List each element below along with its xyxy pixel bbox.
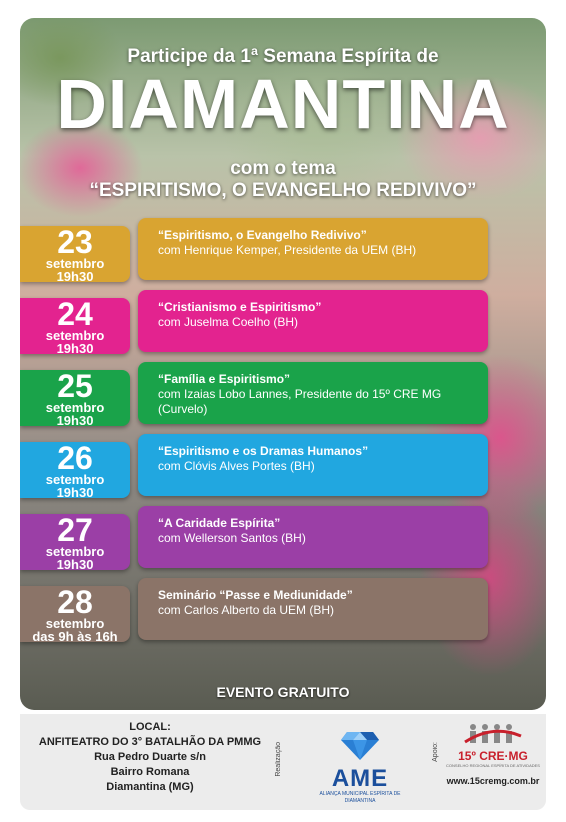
talk-box bbox=[138, 218, 488, 280]
date-day: 25 bbox=[57, 368, 93, 404]
talk-title: “Espiritismo, o Evangelho Redivivo” bbox=[158, 228, 367, 242]
cre-website-link[interactable]: www.15cremg.com.br bbox=[446, 776, 540, 786]
realizacao-label: Realização bbox=[275, 742, 282, 777]
venue-info bbox=[30, 720, 270, 795]
date-time: 19h30 bbox=[56, 413, 94, 428]
venue-street: Rua Pedro Duarte s/n bbox=[94, 751, 206, 763]
schedule-item bbox=[20, 290, 546, 354]
date-box bbox=[20, 514, 130, 570]
local-label: LOCAL: bbox=[129, 721, 171, 733]
date-month: setembro bbox=[45, 328, 105, 343]
theme-intro: com o tema bbox=[230, 158, 336, 179]
ame-logo bbox=[305, 720, 415, 806]
venue-city: Diamantina (MG) bbox=[106, 781, 194, 793]
talk-title: “A Caridade Espírita” bbox=[158, 516, 281, 530]
talk-speaker: com Henrique Kemper, Presidente da UEM (BH) bbox=[158, 243, 417, 257]
date-box bbox=[20, 442, 130, 498]
talk-box bbox=[138, 362, 488, 424]
diamond-icon bbox=[339, 720, 381, 762]
date-time: 19h30 bbox=[56, 485, 94, 500]
talk-box bbox=[138, 506, 488, 568]
talk-speaker: com Clóvis Alves Portes (BH) bbox=[158, 459, 315, 473]
date-time: 19h30 bbox=[56, 341, 94, 356]
date-time: das 9h às 16h bbox=[32, 629, 118, 644]
talk-box bbox=[138, 578, 488, 640]
poster-background bbox=[20, 18, 546, 710]
header-city: DIAMANTINA bbox=[56, 65, 510, 143]
theme-title: “ESPIRITISMO, O EVANGELHO REDIVIVO” bbox=[89, 180, 477, 201]
date-month: setembro bbox=[45, 472, 105, 487]
date-month: setembro bbox=[45, 616, 105, 631]
cre-subtitle: CONSELHO REGIONAL ESPÍRITA DE ATIVIDADES bbox=[446, 763, 540, 768]
date-day: 26 bbox=[57, 440, 93, 476]
date-day: 23 bbox=[57, 224, 93, 260]
ame-name: AME bbox=[331, 765, 389, 792]
free-event-label: EVENTO GRATUITO bbox=[216, 684, 350, 700]
date-box bbox=[20, 586, 130, 642]
apoio-label: Apoio: bbox=[432, 742, 439, 762]
date-day: 28 bbox=[57, 584, 93, 620]
talk-speaker: com Wellerson Santos (BH) bbox=[158, 531, 306, 545]
date-time: 19h30 bbox=[56, 269, 94, 284]
ame-subtitle: ALIANÇA MUNICIPAL ESPÍRITA DE DIAMANTINA bbox=[319, 791, 401, 804]
date-month: setembro bbox=[45, 544, 105, 559]
footer bbox=[20, 714, 546, 810]
schedule-item bbox=[20, 218, 546, 282]
talk-title: “Cristianismo e Espiritismo” bbox=[158, 300, 322, 314]
date-box bbox=[20, 226, 130, 282]
talk-speaker: com Izaias Lobo Lannes, Presidente do 15º CRE MG (Curvelo) bbox=[158, 387, 442, 416]
date-time: 19h30 bbox=[56, 557, 94, 572]
cre-name: 15º CRE·MG bbox=[458, 749, 528, 763]
date-day: 24 bbox=[57, 296, 93, 332]
date-box bbox=[20, 298, 130, 354]
talk-title: “Espiritismo e os Dramas Humanos” bbox=[158, 444, 369, 458]
schedule-item bbox=[20, 362, 546, 426]
talk-title: “Família e Espiritismo” bbox=[158, 372, 291, 386]
schedule-item bbox=[20, 434, 546, 498]
cre-logo bbox=[444, 722, 542, 786]
talk-speaker: com Juselma Coelho (BH) bbox=[158, 315, 299, 329]
talk-box bbox=[138, 290, 488, 352]
date-day: 27 bbox=[57, 512, 93, 548]
date-month: setembro bbox=[45, 400, 105, 415]
talk-title: Seminário “Passe e Mediunidade” bbox=[158, 588, 353, 602]
date-month: setembro bbox=[45, 256, 105, 271]
date-box bbox=[20, 370, 130, 426]
venue-name: ANFITEATRO DO 3° BATALHÃO DA PMMG bbox=[38, 736, 262, 748]
schedule-item bbox=[20, 506, 546, 570]
talk-box bbox=[138, 434, 488, 496]
talk-speaker: com Carlos Alberto da UEM (BH) bbox=[158, 603, 335, 617]
people-icon bbox=[463, 722, 523, 744]
header-line1: Participe da 1ª Semana Espírita de bbox=[127, 46, 439, 67]
venue-neighborhood: Bairro Romana bbox=[110, 766, 190, 778]
schedule-item bbox=[20, 578, 546, 642]
